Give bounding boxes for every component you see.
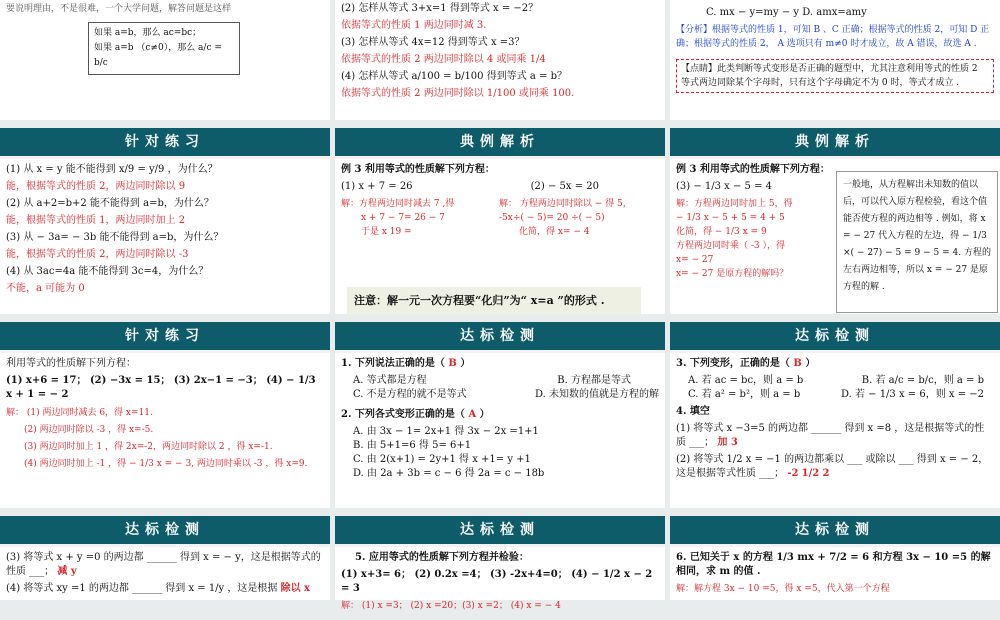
slide-r4c1 <box>0 516 330 600</box>
equation-1: (1) x + 7 = 26 <box>341 181 413 192</box>
q3-text: (3) 怎样从等式 4x=12 得到等式 x =3？ <box>341 37 525 48</box>
q3-option-c: C. 若 a² = b²，则 a = b <box>688 389 801 400</box>
slide-header: 达标检测 <box>335 322 665 353</box>
slide-r2c2 <box>335 128 665 314</box>
q4-answer: 依据等式的性质 2 两边同时除以 1/100 或同乘 100. <box>341 88 575 99</box>
q1-option-c: C. 不是方程的就不是等式 <box>353 389 467 400</box>
slide-r3c2 <box>335 322 665 508</box>
slide-r1c3 <box>670 0 1000 120</box>
question-3-answer: B <box>793 358 802 369</box>
question-1: 1. 下列说法正确的是（ B ） <box>341 358 471 369</box>
q1-option-d: D. 未知数的值就是方程的解 <box>534 389 659 400</box>
slide-r4c2 <box>335 516 665 611</box>
question-5-equations: (1) x+3= 6； (2) 0.2x =4； (3) -2x+4=0； (4) − 1/2 x − 2 = 3 <box>341 569 653 594</box>
question-5: 5. 应用等式的性质解下列方程并检验： <box>355 552 529 563</box>
solution-row <box>341 197 659 239</box>
slide-header: 典例解析 <box>670 128 1000 159</box>
slide-r2c3 <box>670 128 1000 314</box>
slide-header: 达标检测 <box>670 516 1000 547</box>
q4-answer-3: 1/2 <box>801 468 820 479</box>
exercise-equations: (1) x+6 = 17； (2) −3x = 15； (3) 2x−1 = −3； (4) − 1/3 x + 1 = − 2 <box>6 375 316 400</box>
question-2-answer: A <box>468 409 477 420</box>
fill-blank-3-answer: 减 y <box>57 566 77 577</box>
q4-answer-4: 2 <box>822 468 830 479</box>
question-6-solution: 解：解方程 3x − 10 =5，得 x =5，代入第一个方程 <box>676 584 890 594</box>
fill-blank-4: (4) 将等式 xy =1 的两边都 ______ 得到 x = 1/y ，这是根据 除以 x <box>6 583 311 594</box>
question-5-solution: 解： (1) x =3； (2) x =20；(3) x =2； (4) x = − 4 <box>341 601 561 611</box>
equation-row <box>341 180 659 194</box>
solution-1: 解： (1) 两边同时减去 6，得 x=11. <box>6 408 153 418</box>
slide-r3c3 <box>670 322 1000 508</box>
solution-step-2: − 1/3 x − 5 + 5 = 4 + 5 <box>676 213 785 223</box>
equation-3: (3) − 1/3 x − 5 = 4 <box>676 181 773 192</box>
q1-option-a: A. 等式都是方程 <box>353 375 427 386</box>
question-4: 4. 填空 <box>676 406 710 417</box>
example-title: 例 3 利用等式的性质解下列方程： <box>676 164 830 175</box>
tip-box: 【点睛】此类判断等式变形是否正确的题型中，尤其注意利用等式的性质 2 等式两边同除某个字母时，只有这个字母确定不为 0 时，等式才成立 . <box>676 59 994 93</box>
q2-answer: 依据等式的性质 1 两边同时减 3. <box>341 20 487 31</box>
solution-step-6: x= − 27 是原方程的解吗？ <box>676 269 789 279</box>
question-1-answer: B <box>448 358 457 369</box>
solution-2: (2) 两边同时除以 -3 ，得 x=-5. <box>24 425 154 435</box>
slide-header: 针对练习 <box>0 128 330 159</box>
top-text: 要说明理由，不是很难，一个大学问题，解答问题是这样 <box>6 4 232 14</box>
exercise-title: 利用等式的性质解下列方程： <box>6 358 136 369</box>
slide-r1c1 <box>0 0 330 120</box>
fill-blank-4-answer: 除以 x <box>280 583 311 594</box>
options-cd: C. mx − y=my − y D. amx=amy <box>706 7 867 18</box>
q2-option-d: D. 由 2a + 3b = c − 6 得 2a = c − 18b <box>353 468 545 479</box>
q3-option-a: A. 若 ac = bc，则 a = b <box>688 375 804 386</box>
slide-r4c3 <box>670 516 1000 600</box>
q2-option-c: C. 由 2(x+1) = 2y+1 得 x +1= y +1 <box>353 454 531 465</box>
slide-header: 达标检测 <box>335 516 665 547</box>
solution-step-4: 方程两边同时乘（ -3 ），得 <box>676 241 785 251</box>
q4-answer-2: -2 <box>787 468 799 479</box>
check-note-box: 一般地，从方程解出未知数的值以后，可以代入原方程检验，看这个值能否使方程的两边相等 . 例如，将 x = − 27 代入方程的左边，得 − 1/3 ×( − 27) − 5 = 9 − 5 = 4. 方程的左右两边相等，所以 x = − 27 是原方程的解 . <box>836 171 998 313</box>
exercise-4-answer: 不能，a 可能为 0 <box>6 283 85 294</box>
solution-1-step-1: 解：方程两边同时减去 7 ,得 <box>341 199 455 209</box>
box-line-1: 如果 a=b，那么 ac=bc； <box>94 28 202 38</box>
solution-step-3: 化简，得 − 1/3 x = 9 <box>676 227 767 237</box>
slide-r3c1 <box>0 322 330 508</box>
equation-2: (2) − 5x = 20 <box>530 181 599 192</box>
solution-step-5: x= − 27 <box>676 255 714 265</box>
fill-blank-3: (3) 将等式 x + y =0 的两边都 ______ 得到 x = − y，这是根据等式的性质 ___； 减 y <box>6 552 321 577</box>
exercise-1: (1) 从 x = y 能不能得到 x/9 = y/9 ，为什么？ <box>6 164 218 175</box>
solution-3: (3) 两边同时加上 1 ，得 2x=-2，两边同时除以 2 ，得 x=-1. <box>24 442 273 452</box>
q4-line-2: (2) 将等式 1/2 x = −1 的两边都乘以 ___ 或除以 ___ 得到 x = − 2，这是根据等式性质 ___； -2 1/2 2 <box>676 454 989 479</box>
question-6: 6. 已知关于 x 的方程 1/3 mx + 7/2 = 6 和方程 3x − 10 =5 的解相同，求 m 的值 . <box>676 552 991 577</box>
slide-header: 达标检测 <box>670 322 1000 353</box>
exercise-1-answer: 能，根据等式的性质 2，两边同时除以 9 <box>6 181 186 192</box>
exercise-3: (3) 从 − 3a= − 3b 能不能得到 a=b，为什么？ <box>6 232 224 243</box>
q4-line-1: (1) 将等式 x −3=5 的两边都 ______ 得到 x =8 ，这是根据等式的性质 ___； 加 3 <box>676 423 985 448</box>
question-3: 3. 下列变形，正确的是（ B ） <box>676 358 816 369</box>
q2-option-b: B. 由 5+1=6 得 5= 6+1 <box>353 440 472 451</box>
note-box <box>347 287 641 315</box>
slide-header: 针对练习 <box>0 322 330 353</box>
example-title: 例 3 利用等式的性质解下列方程： <box>341 164 495 175</box>
analysis-text: 【分析】根据等式的性质 1，可知 B 、C 正确；根据等式的性质 2，可知 D 正确；根据等式的性质 2， A 选项只有 m≠0 时才成立，故 A 错误，故选 A . <box>676 25 990 49</box>
solution-step-1: 解：方程两边同时加上 5，得 <box>676 199 793 209</box>
q2-text: (2) 怎样从等式 3+x=1 得到等式 x = −2？ <box>341 3 539 14</box>
note-text: 注意：解一元一次方程要“化归”为“ x=a ”的形式 . <box>354 294 605 307</box>
q4-text: (4) 怎样从等式 a/100 = b/100 得到等式 a = b？ <box>341 71 567 82</box>
q2-option-a: A. 由 3x − 1= 2x+1 得 3x − 2x =1+1 <box>353 426 539 437</box>
q1-option-b: B. 方程都是等式 <box>557 375 631 386</box>
solution-1-step-2: x + 7 − 7= 26 − 7 <box>361 213 445 223</box>
q3-option-b: B. 若 a/c = b/c，则 a = b <box>861 375 984 386</box>
exercise-2: (2) 从 a+2=b+2 能不能得到 a=b，为什么？ <box>6 198 214 209</box>
q4-answer-1: 加 3 <box>717 437 738 448</box>
solution-2-step-1: 解： 方程两边同时除以 − 得 5， <box>499 199 632 209</box>
slide-header: 典例解析 <box>335 128 665 159</box>
slide-header: 达标检测 <box>0 516 330 547</box>
q3-answer: 依据等式的性质 2 两边同时除以 4 或同乘 1/4 <box>341 54 546 65</box>
question-2: 2. 下列各式变形正确的是（ A ） <box>341 409 490 420</box>
exercise-3-answer: 能，根据等式的性质 2，两边同时除以 -3 <box>6 249 189 260</box>
box-line-2: 如果 a=b （c≠0），那么 a/c = b/c <box>94 43 222 68</box>
solution-2-step-2: -5x÷( − 5)= 20 ÷( − 5) <box>499 213 605 223</box>
q3-option-d: D. 若 − 1/3 x = 6，则 x = −2 <box>840 389 984 400</box>
solution-2-step-3: 化简，得 x= − 4 <box>519 227 590 237</box>
solution-1-step-3: 于是 x 19 = <box>361 227 412 237</box>
exercise-4: (4) 从 3ac=4a 能不能得到 3c=4，为什么？ <box>6 266 209 277</box>
slide-r2c1 <box>0 128 330 314</box>
solution-4: (4) 两边同时加上 -1 ，得 − 1/3 x = − 3, 两边同时乘以 -3 ，得 x=9. <box>24 459 308 469</box>
slide-r1c2 <box>335 0 665 120</box>
exercise-2-answer: 能，根据等式的性质 1，两边同时加上 2 <box>6 215 186 226</box>
property-box <box>88 22 240 75</box>
